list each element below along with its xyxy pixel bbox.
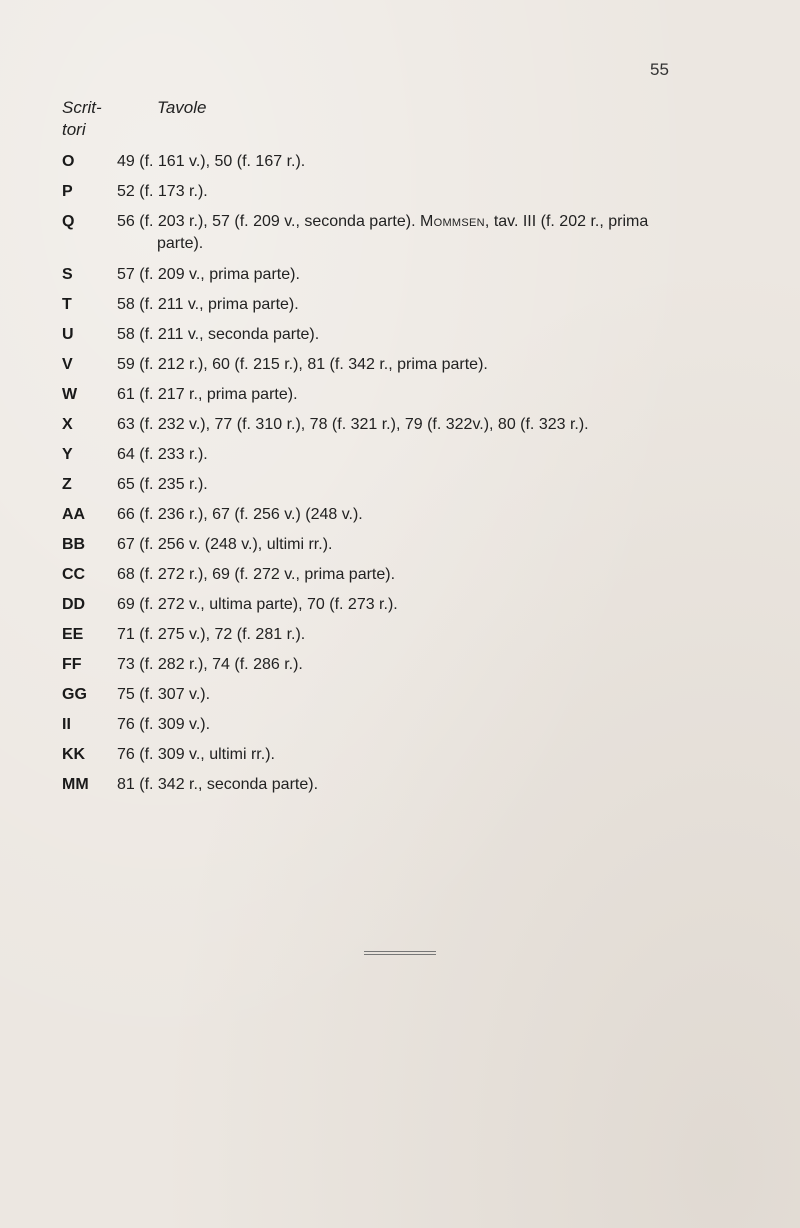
entries-list [0, 151, 800, 804]
writer-code: Z [62, 476, 72, 493]
writer-code: II [62, 716, 71, 733]
writer-code: KK [62, 746, 86, 763]
entry-row [0, 151, 800, 181]
entry-row [0, 504, 800, 534]
plate-references: 57 (f. 209 v., prima parte). [117, 266, 300, 283]
entry-row [0, 354, 800, 384]
writer-code: Y [62, 446, 73, 463]
entry-row [0, 744, 800, 774]
plate-references: 58 (f. 211 v., seconda parte). [117, 326, 320, 343]
page-number: 55 [650, 60, 669, 79]
plate-references: 58 (f. 211 v., prima parte). [117, 296, 299, 313]
entry-row [0, 594, 800, 624]
entry-row [0, 684, 800, 714]
plate-references [117, 211, 787, 255]
writer-code: S [62, 266, 73, 283]
writer-code: W [62, 386, 78, 403]
writer-code: P [62, 183, 73, 200]
plate-references: 76 (f. 309 v.). [117, 716, 211, 733]
section-divider-rule [364, 951, 436, 955]
writer-code: CC [62, 566, 86, 583]
writer-code: BB [62, 536, 86, 553]
column-header-tables: Tavole [157, 98, 207, 117]
writer-code: EE [62, 626, 84, 643]
plate-references: 64 (f. 233 r.). [117, 446, 208, 463]
entry-row [0, 624, 800, 654]
writer-code: T [62, 296, 72, 313]
author-name: Mommsen [419, 213, 485, 230]
entry-row [0, 384, 800, 414]
writer-code: Q [62, 213, 75, 230]
writer-code: U [62, 326, 74, 343]
entry-row [0, 654, 800, 684]
writer-code: DD [62, 596, 86, 613]
column-header-writers-line2: tori [62, 120, 86, 139]
entry-row [0, 264, 800, 294]
plate-references: 63 (f. 232 v.), 77 (f. 310 r.), 78 (f. 321 r.), 79 (f. 322v.), 80 (f. 323 r.). [117, 416, 589, 433]
plate-references: 52 (f. 173 r.). [117, 183, 208, 200]
plate-references: 81 (f. 342 r., seconda parte). [117, 776, 319, 793]
plate-references: 49 (f. 161 v.), 50 (f. 167 r.). [117, 153, 306, 170]
column-header-writers [62, 97, 142, 141]
entry-row [0, 444, 800, 474]
writer-code: V [62, 356, 73, 373]
plate-references: 68 (f. 272 r.), 69 (f. 272 v., prima parte). [117, 566, 396, 583]
entry-row [0, 534, 800, 564]
entry-row [0, 211, 800, 264]
plate-references: 73 (f. 282 r.), 74 (f. 286 r.). [117, 656, 303, 673]
entry-row [0, 564, 800, 594]
plate-references: 71 (f. 275 v.), 72 (f. 281 r.). [117, 626, 306, 643]
entry-row [0, 714, 800, 744]
plate-references-continuation: parte). [157, 235, 204, 252]
writer-code: FF [62, 656, 82, 673]
entry-row [0, 414, 800, 444]
plate-references: 59 (f. 212 r.), 60 (f. 215 r.), 81 (f. 342 r., prima parte). [117, 356, 488, 373]
entry-row [0, 774, 800, 804]
plate-references: 67 (f. 256 v. (248 v.), ultimi rr.). [117, 536, 333, 553]
writer-code: MM [62, 776, 89, 793]
plate-references: 66 (f. 236 r.), 67 (f. 256 v.) (248 v.). [117, 506, 363, 523]
entry-row [0, 181, 800, 211]
column-header-writers-line1: Scrit- [62, 98, 102, 117]
writer-code: GG [62, 686, 87, 703]
writer-code: X [62, 416, 73, 433]
plate-references: 65 (f. 235 r.). [117, 476, 208, 493]
plate-references: 69 (f. 272 v., ultima parte), 70 (f. 273 r.). [117, 596, 398, 613]
entry-row [0, 474, 800, 504]
writer-code: O [62, 153, 75, 170]
plate-references-part1: 56 (f. 203 r.), 57 (f. 209 v., seconda parte). [117, 213, 420, 230]
plate-references: 75 (f. 307 v.). [117, 686, 211, 703]
plate-references-part2: , tav. III (f. 202 r., prima [484, 213, 649, 230]
writer-code: AA [62, 506, 86, 523]
plate-references: 76 (f. 309 v., ultimi rr.). [117, 746, 275, 763]
entry-row [0, 324, 800, 354]
plate-references: 61 (f. 217 r., prima parte). [117, 386, 298, 403]
entry-row [0, 294, 800, 324]
